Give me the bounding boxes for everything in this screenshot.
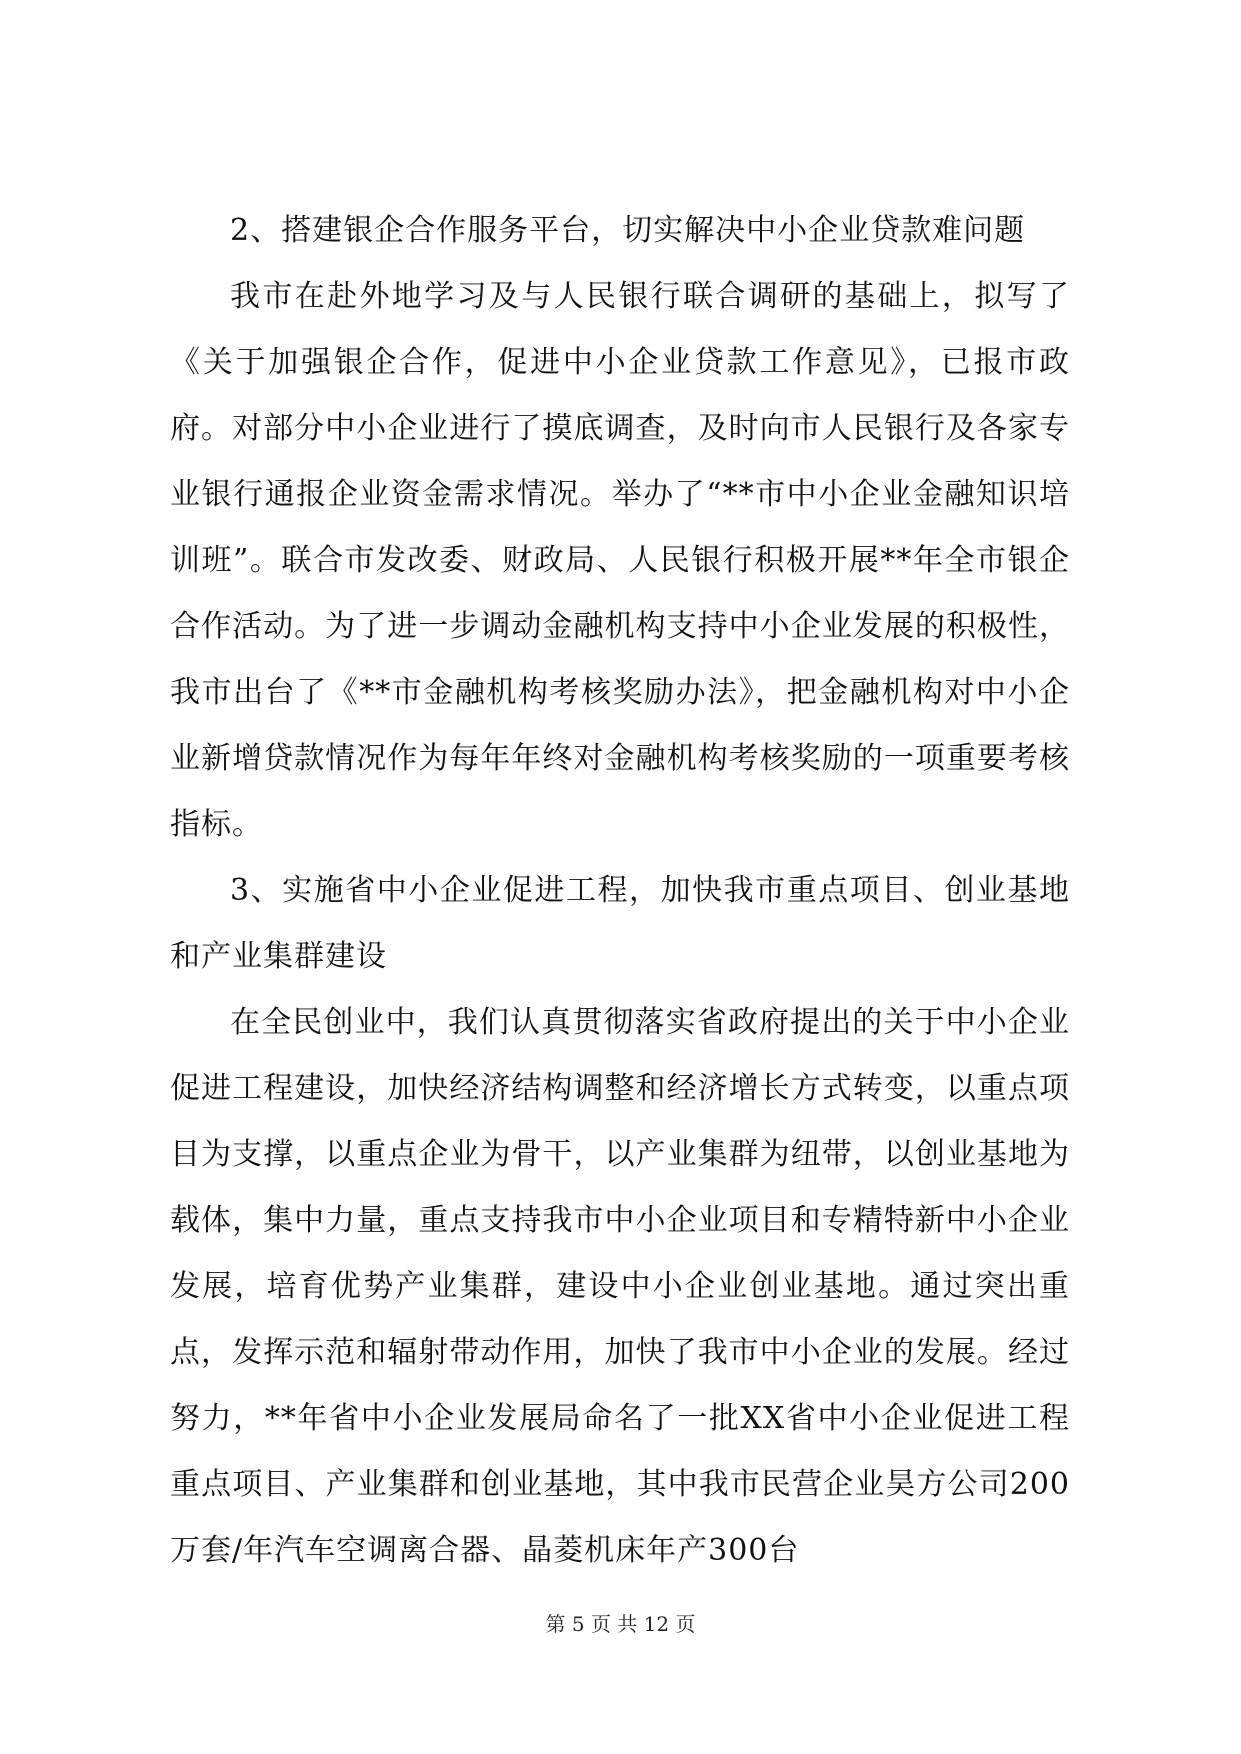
body-paragraph-bank-enterprise: 我市在赴外地学习及与人民银行联合调研的基础上，拟写了《关于加强银企合作，促进中小企业贷款工作意见》，已报市政府。对部分中小企业进行了摸底调查，及时向市人民银行及各家专业银行通报企业资金需求情况。举办了“**市中小企业金融知识培训班”。联合市发改委、财政局、人民银行积极开展**年全市银企合作活动。为了进一步调动金融机构支持中小企业发展的积极性，我市出台了《**市金融机构考核奖励办法》，把金融机构对中小企业新增贷款情况作为每年年终对金融机构考核奖励的一项重要考核指标。 [170,279,1070,842]
document-body [170,198,1070,1584]
section-heading-2: 2、搭建银企合作服务平台，切实解决中小企业贷款难问题 [230,213,1026,248]
page-footer: 第 5 页 共 12 页 [545,1612,696,1636]
body-paragraph-promotion-project: 在全民创业中，我们认真贯彻落实省政府提出的关于中小企业促进工程建设，加快经济结构调整和经济增长方式转变，以重点项目为支撑，以重点企业为骨干，以产业集群为纽带，以创业基地为载体，集中力量，重点支持我市中小企业项目和专精特新中小企业发展，培育优势产业集群，建设中小企业创业基地。通过突出重点，发挥示范和辐射带动作用，加快了我市中小企业的发展。经过努力，**年省中小企业发展局命名了一批XX省中小企业促进工程重点项目、产业集群和创业基地，其中我市民营企业昊方公司200万套/年汽车空调离合器、晶菱机床年产300台 [170,1005,1070,1568]
section-heading-3: 3、实施省中小企业促进工程，加快我市重点项目、创业基地和产业集群建设 [170,873,1070,974]
